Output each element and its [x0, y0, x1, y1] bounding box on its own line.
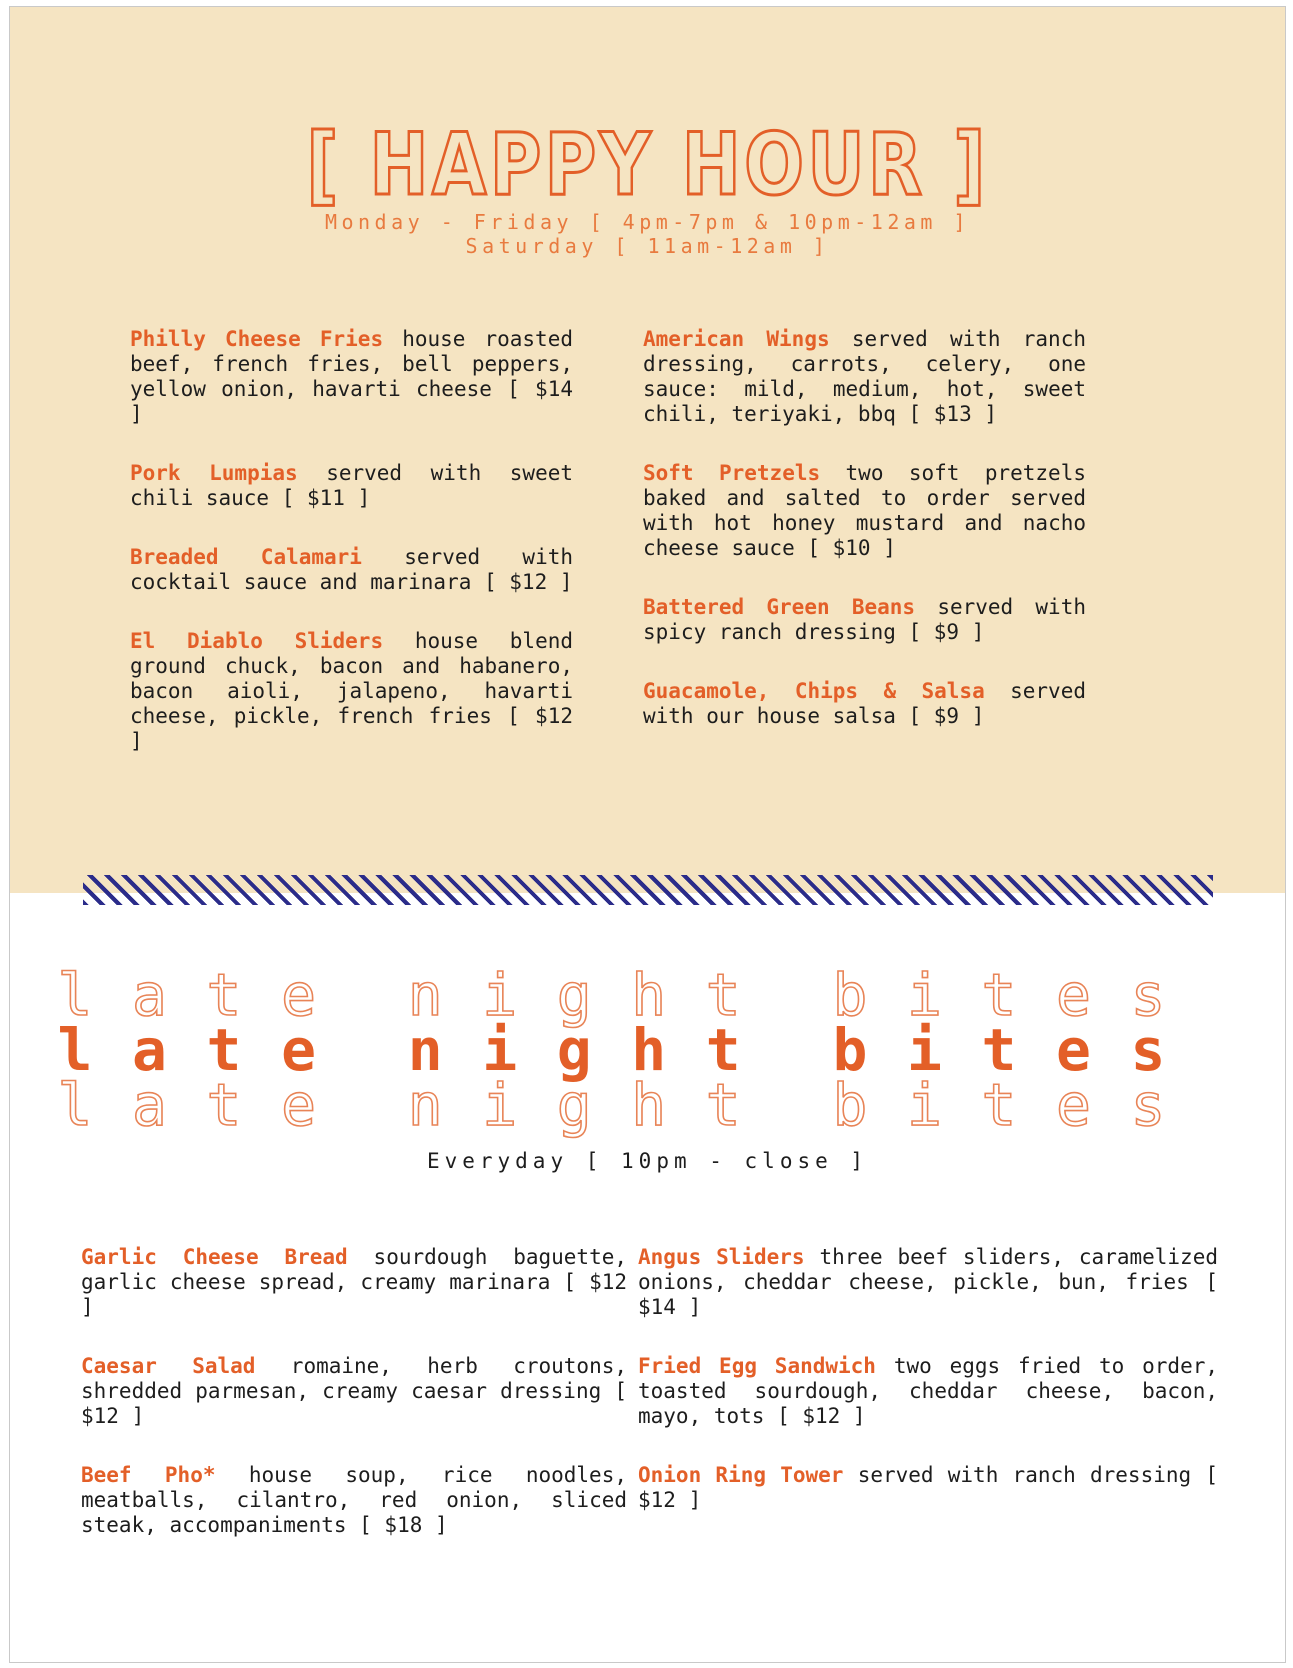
- menu-item: [638, 1463, 1218, 1513]
- menu-item: [130, 461, 573, 511]
- item-description: served with ranch dressing [ $12 ]: [638, 1463, 1218, 1512]
- late-night-left-column: [81, 1245, 627, 1572]
- heading-letter: e: [281, 1071, 316, 1139]
- menu-item: [638, 1354, 1218, 1429]
- late-night-right-column: [638, 1245, 1218, 1547]
- item-name: Soft Pretzels: [643, 461, 821, 485]
- heading-letter: n: [407, 1016, 443, 1084]
- item-description: house blend ground chuck, bacon and habanero, bacon aioli, jalapeno, havarti cheese, pickle, french fries [ $12 ]: [130, 629, 573, 753]
- heading-letter: t: [705, 1071, 741, 1139]
- item-description: served with spicy ranch dressing [ $9 ]: [643, 595, 1086, 644]
- item-description: romaine, herb croutons, shredded parmesan, creamy caesar dressing [ $12 ]: [81, 1354, 628, 1428]
- heading-letter: g: [556, 1016, 592, 1084]
- menu-item: [81, 1245, 627, 1320]
- heading-letter: l: [57, 961, 93, 1029]
- heading-letter: a: [132, 1071, 167, 1139]
- heading-letter: t: [981, 1016, 1017, 1084]
- item-name: Pork Lumpias: [130, 461, 298, 485]
- happy-hour-section: [10, 7, 1285, 893]
- item-description: house roasted beef, french fries, bell peppers, yellow onion, havarti cheese [ $14 ]: [130, 327, 573, 426]
- heading-letter: t: [981, 961, 1017, 1029]
- heading-letter: n: [407, 961, 443, 1029]
- menu-item: [130, 629, 573, 754]
- item-name: Fried Egg Sandwich: [638, 1354, 876, 1378]
- menu-item: [643, 595, 1086, 645]
- menu-item: [643, 461, 1086, 561]
- item-name: El Diablo Sliders: [130, 629, 384, 653]
- item-description: three beef sliders, caramelized onions, cheddar cheese, pickle, bun, fries [ $14 ]: [638, 1245, 1218, 1319]
- menu-item: [130, 545, 573, 595]
- heading-letter: s: [1130, 1071, 1166, 1139]
- item-description: two soft pretzels baked and salted to order served with hot honey mustard and nacho cheese sauce [ $10 ]: [643, 461, 1086, 560]
- heading-letter: h: [631, 1071, 667, 1139]
- heading-letter: g: [556, 961, 592, 1029]
- late-night-heading-outline-bottom: [10, 1072, 1285, 1138]
- menu-page: [9, 6, 1286, 1663]
- heading-letter: h: [631, 1016, 667, 1084]
- heading-letter: i: [906, 961, 942, 1029]
- item-description: served with sweet chili sauce [ $11 ]: [130, 461, 573, 510]
- item-description: sourdough baguette, garlic cheese spread, creamy marinara [ $12 ]: [81, 1245, 627, 1319]
- item-name: Guacamole, Chips & Salsa: [643, 679, 985, 703]
- heading-letter: t: [705, 1016, 741, 1084]
- menu-item: [638, 1245, 1218, 1320]
- happy-hour-title: [ HAPPY HOUR ]: [306, 115, 989, 215]
- item-name: Breaded Calamari: [130, 545, 362, 569]
- heading-letter: s: [1130, 961, 1166, 1029]
- heading-letter: t: [206, 1016, 242, 1084]
- heading-letter: i: [482, 1071, 518, 1139]
- heading-letter: e: [1056, 1016, 1091, 1084]
- happy-hour-weekday-hours: Monday - Friday [ 4pm-7pm & 10pm-12am ]: [324, 210, 971, 234]
- heading-letter: b: [832, 1071, 868, 1139]
- item-name: American Wings: [643, 327, 830, 351]
- item-description: two eggs fried to order, toasted sourdough, cheddar cheese, bacon, mayo, tots [ $12 ]: [638, 1354, 1219, 1428]
- happy-hour-left-column: [130, 327, 573, 788]
- heading-letter: e: [281, 1016, 316, 1084]
- item-name: Angus Sliders: [638, 1245, 805, 1269]
- heading-letter: i: [482, 961, 518, 1029]
- heading-letter: n: [407, 1071, 443, 1139]
- item-description: served with cocktail sauce and marinara [ $12 ]: [130, 545, 573, 594]
- happy-hour-saturday-hours: Saturday [ 11am-12am ]: [465, 234, 830, 258]
- heading-letter: i: [482, 1016, 518, 1084]
- heading-letter: t: [206, 961, 242, 1029]
- heading-letter: e: [1056, 1071, 1091, 1139]
- heading-letter: s: [1130, 1016, 1166, 1084]
- heading-letter: e: [1056, 961, 1091, 1029]
- heading-letter: l: [57, 1016, 93, 1084]
- item-description: served with ranch dressing, carrots, celery, one sauce: mild, medium, hot, sweet chili, teriyaki, bbq [ $13 ]: [643, 327, 1086, 426]
- item-name: Beef Pho*: [81, 1463, 216, 1487]
- heading-letter: g: [556, 1071, 592, 1139]
- item-name: Philly Cheese Fries: [130, 327, 384, 351]
- menu-item: [81, 1354, 627, 1429]
- heading-letter: b: [832, 1016, 868, 1084]
- happy-hour-right-column: [643, 327, 1086, 763]
- heading-letter: a: [132, 961, 167, 1029]
- heading-letter: b: [832, 961, 868, 1029]
- menu-item: [643, 327, 1086, 427]
- item-name: Garlic Cheese Bread: [81, 1245, 348, 1269]
- heading-letter: t: [206, 1071, 242, 1139]
- heading-letter: a: [132, 1016, 167, 1084]
- heading-letter: l: [57, 1071, 93, 1139]
- item-description: house soup, rice noodles, meatballs, cilantro, red onion, sliced steak, accompaniments [ $18 ]: [81, 1463, 627, 1537]
- item-name: Battered Green Beans: [643, 595, 916, 619]
- stripe-divider: [83, 875, 1213, 905]
- heading-letter: h: [631, 961, 667, 1029]
- menu-item: [130, 327, 573, 427]
- menu-item: [81, 1463, 627, 1538]
- item-name: Onion Ring Tower: [638, 1463, 844, 1487]
- heading-letter: i: [906, 1016, 942, 1084]
- heading-letter: t: [981, 1071, 1017, 1139]
- late-night-hours: Everyday [ 10pm - close ]: [426, 1149, 869, 1173]
- item-name: Caesar Salad: [81, 1354, 256, 1378]
- heading-letter: e: [281, 961, 316, 1029]
- heading-letter: i: [906, 1071, 942, 1139]
- heading-letter: t: [705, 961, 741, 1029]
- item-description: served with our house salsa [ $9 ]: [643, 679, 1086, 728]
- menu-item: [643, 679, 1086, 729]
